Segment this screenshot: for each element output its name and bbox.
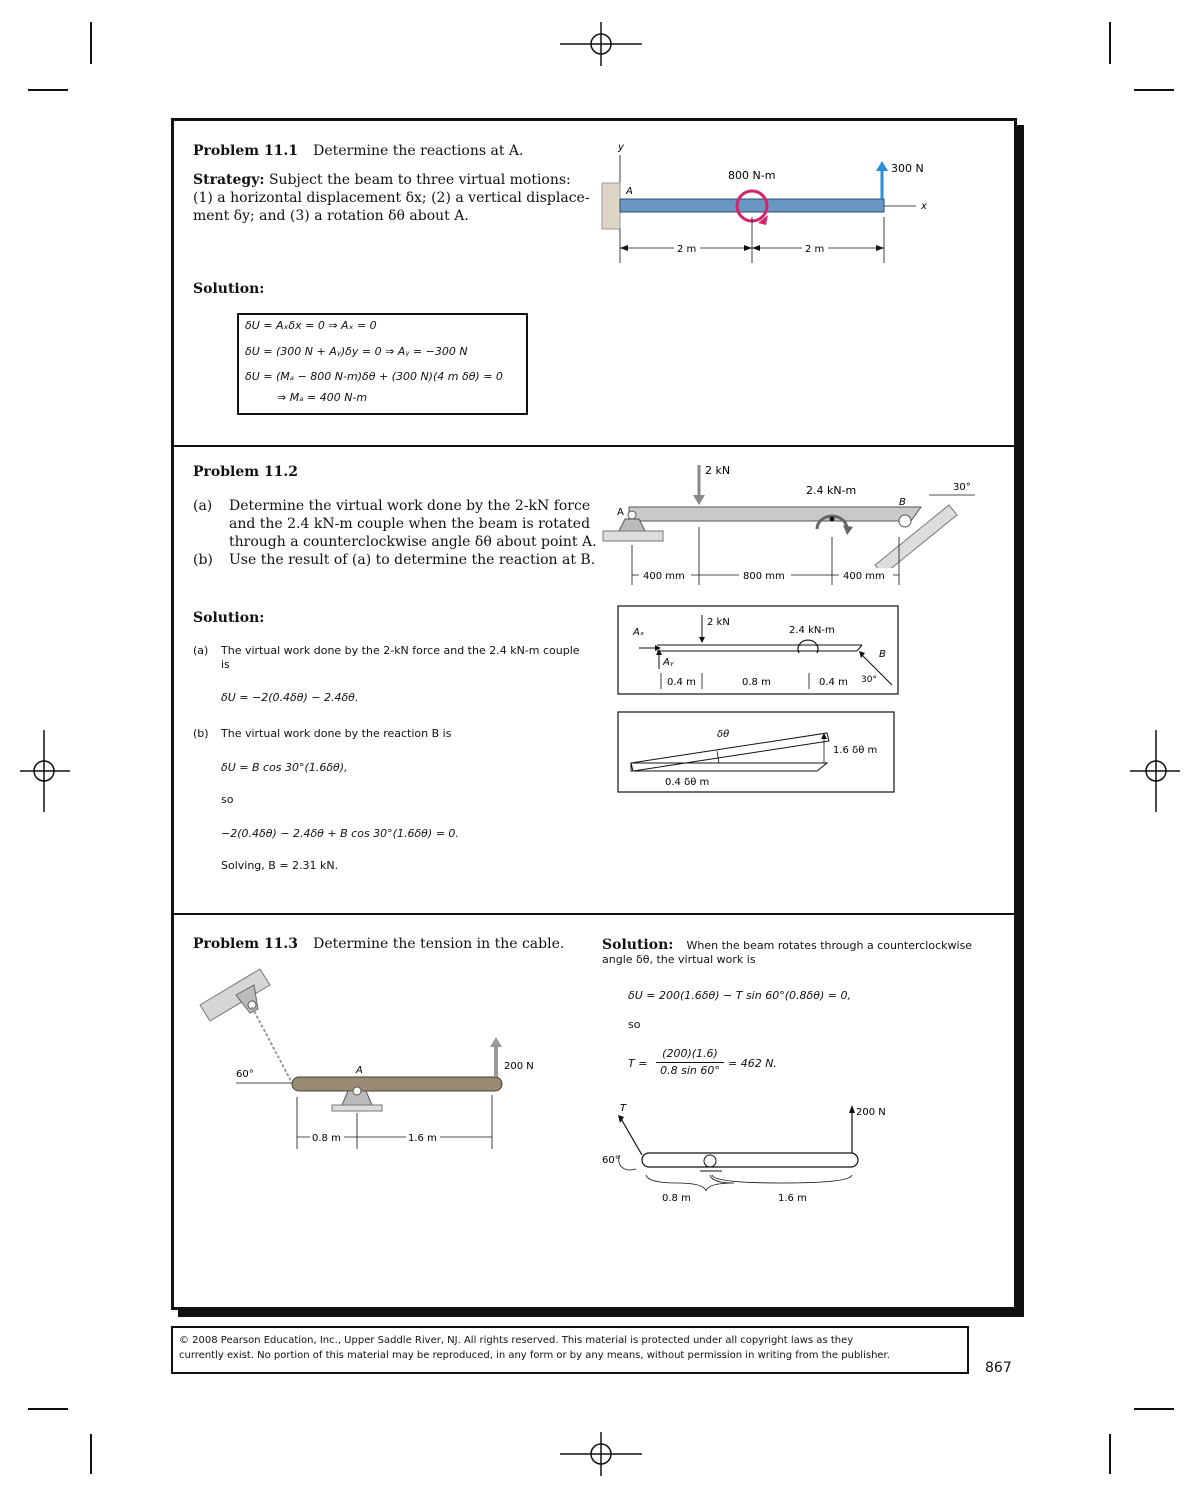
free-body-diagram [617, 605, 899, 697]
dimension-label: 1.6 m [778, 1193, 807, 1204]
reaction-label: Aₓ [633, 627, 645, 638]
displacement-label: 0.4 δθ m [665, 777, 710, 788]
problem-11-1 [174, 121, 1014, 447]
dimension-label: 0.8 m [742, 677, 771, 688]
force-label: 200 N [856, 1107, 886, 1118]
dimension-label: 400 mm [643, 571, 685, 582]
item-label: (a) [193, 644, 209, 657]
solution-box [237, 313, 528, 415]
dimension-label: 800 mm [743, 571, 785, 582]
strategy-line: Subject the beam to three virtual motions: [268, 172, 571, 188]
equation: δU = (300 N + Aᵧ)δy = 0 ⇒ Aᵧ = −300 N [245, 345, 468, 358]
problem-title: Problem 11.3 [193, 936, 299, 952]
angle-label: 30° [953, 482, 971, 493]
crop-mark [28, 1408, 68, 1410]
force-label: 200 N [504, 1061, 534, 1072]
angle-label: 60° [236, 1069, 254, 1080]
force-label: 300 N [891, 162, 924, 175]
problem-11-3 [174, 915, 1014, 1307]
strategy-line: ment δy; and (3) a rotation δθ about A. [193, 208, 469, 224]
solution-text: so [221, 793, 234, 806]
moment-label: 800 N-m [728, 169, 776, 182]
point-a-label: A [626, 186, 633, 197]
problem-frame [171, 118, 1017, 1310]
force-label: 2 kN [705, 464, 731, 477]
crop-mark [1134, 89, 1174, 91]
displacement-label: 1.6 δθ m [833, 745, 878, 756]
problem-text: and the 2.4 kN-m couple when the beam is rotated [229, 516, 591, 532]
registration-target-bottom [560, 1430, 642, 1478]
problem-text: through a counterclockwise angle δθ about point A. [229, 534, 597, 550]
copyright-line: currently exist. No portion of this material may be reproduced, in any form or by any means, without permission in writing from the publisher. [179, 1350, 890, 1361]
problem-11-2 [174, 447, 1014, 913]
equation: δU = 200(1.6δθ) − T sin 60°(0.8δθ) = 0, [628, 989, 851, 1002]
couple-label: 2.4 kN-m [789, 625, 835, 636]
equation: ⇒ Mₐ = 400 N-m [277, 391, 368, 404]
free-body-diagram-11-3 [592, 1093, 892, 1209]
equation: δU = Aₓδx = 0 ⇒ Aₓ = 0 [245, 319, 377, 332]
equation: δU = B cos 30°(1.6δθ), [221, 761, 348, 774]
beam-cable-figure-11-3 [196, 965, 534, 1155]
strategy-line: (1) a horizontal displacement δx; (2) a vertical displace- [193, 190, 590, 206]
dimension-label: 2 m [677, 244, 697, 255]
solution-text: so [628, 1018, 641, 1031]
strategy-label: Strategy: [193, 172, 265, 188]
fraction-denominator: 0.8 sin 60° [660, 1064, 720, 1077]
problem-text: Determine the virtual work done by the 2-kN force [229, 498, 591, 514]
reaction-label: Aᵧ [663, 657, 674, 668]
dimension-label: 1.6 m [408, 1133, 437, 1144]
angle-label: δθ [717, 729, 730, 740]
point-a-label: A [356, 1065, 363, 1076]
fraction-numerator: (200)(1.6) [662, 1047, 718, 1060]
wall [602, 183, 620, 229]
registration-target-top [560, 20, 642, 68]
x-axis-label: x [921, 201, 927, 212]
crop-mark [1134, 1408, 1174, 1410]
beam [620, 199, 884, 212]
angle-label: 60° [602, 1155, 620, 1166]
beam [292, 1077, 502, 1091]
point-b-label: B [899, 497, 906, 508]
equation: = 462 N. [728, 1057, 777, 1070]
solution-label: Solution: [193, 281, 265, 297]
registration-target-left [20, 730, 70, 812]
solution-text: The virtual work done by the reaction B is [221, 727, 452, 740]
beam [629, 507, 921, 521]
ceiling-support [200, 969, 270, 1021]
force-label: 2 kN [707, 617, 730, 628]
solution-text: is [221, 658, 230, 671]
problem-title: Problem 11.2 [193, 464, 299, 480]
result: Solving, B = 2.31 kN. [221, 859, 339, 872]
equation: T = [628, 1057, 648, 1070]
crop-mark [28, 89, 68, 91]
page-number: 867 [985, 1360, 1012, 1376]
problem-prompt: Determine the tension in the cable. [313, 936, 565, 952]
solution-label: Solution: [193, 610, 265, 626]
fraction-bar [656, 1062, 724, 1063]
problem-prompt: Determine the reactions at A. [313, 143, 524, 159]
couple-label: 2.4 kN-m [806, 484, 857, 497]
solution-text: When the beam rotates through a counterclockwise [686, 939, 973, 952]
strategy [193, 171, 590, 225]
dimension-label: 0.4 m [819, 677, 848, 688]
crop-mark [90, 1434, 92, 1474]
beam-figure-11-2 [599, 457, 984, 592]
problem-text: Use the result of (a) to determine the reaction at B. [229, 552, 596, 568]
tension-label: T [620, 1103, 627, 1114]
virtual-displacement-diagram [617, 711, 895, 795]
dimension-label: 2 m [805, 244, 825, 255]
copyright-notice [171, 1326, 969, 1374]
equation: −2(0.4δθ) − 2.4δθ + B cos 30°(1.6δθ) = 0. [221, 827, 459, 840]
solution-label: Solution: [602, 937, 674, 953]
item-label: (b) [193, 727, 209, 740]
beam [642, 1153, 858, 1167]
item-label: (b) [193, 552, 213, 568]
point-a-label: A [617, 507, 624, 518]
solution-text: angle δθ, the virtual work is [602, 953, 756, 966]
crop-mark [90, 22, 92, 64]
dimension-label: 0.8 m [312, 1133, 341, 1144]
copyright-line: © 2008 Pearson Education, Inc., Upper Saddle River, NJ. All rights reserved. This material is protected under all copyright laws as they [179, 1335, 854, 1346]
solution-text: The virtual work done by the 2-kN force and the 2.4 kN-m couple [221, 644, 580, 657]
equation: δU = (Mₐ − 800 N-m)δθ + (300 N)(4 m δθ) = 0 [245, 370, 503, 383]
angle-label: 30° [861, 675, 877, 685]
dimension-label: 0.4 m [667, 677, 696, 688]
dimension-label: 400 mm [843, 571, 885, 582]
point-b-label: B [879, 649, 886, 660]
y-axis-label: y [618, 142, 624, 153]
problem-title: Problem 11.1 [193, 143, 299, 159]
dimension-label: 0.8 m [662, 1193, 691, 1204]
item-label: (a) [193, 498, 213, 514]
crop-mark [1109, 1434, 1111, 1474]
cable [252, 1007, 292, 1083]
registration-target-right [1130, 730, 1180, 812]
crop-mark [1109, 22, 1111, 64]
equation: δU = −2(0.4δθ) − 2.4δθ. [221, 691, 359, 704]
beam-figure-11-1 [594, 141, 994, 271]
